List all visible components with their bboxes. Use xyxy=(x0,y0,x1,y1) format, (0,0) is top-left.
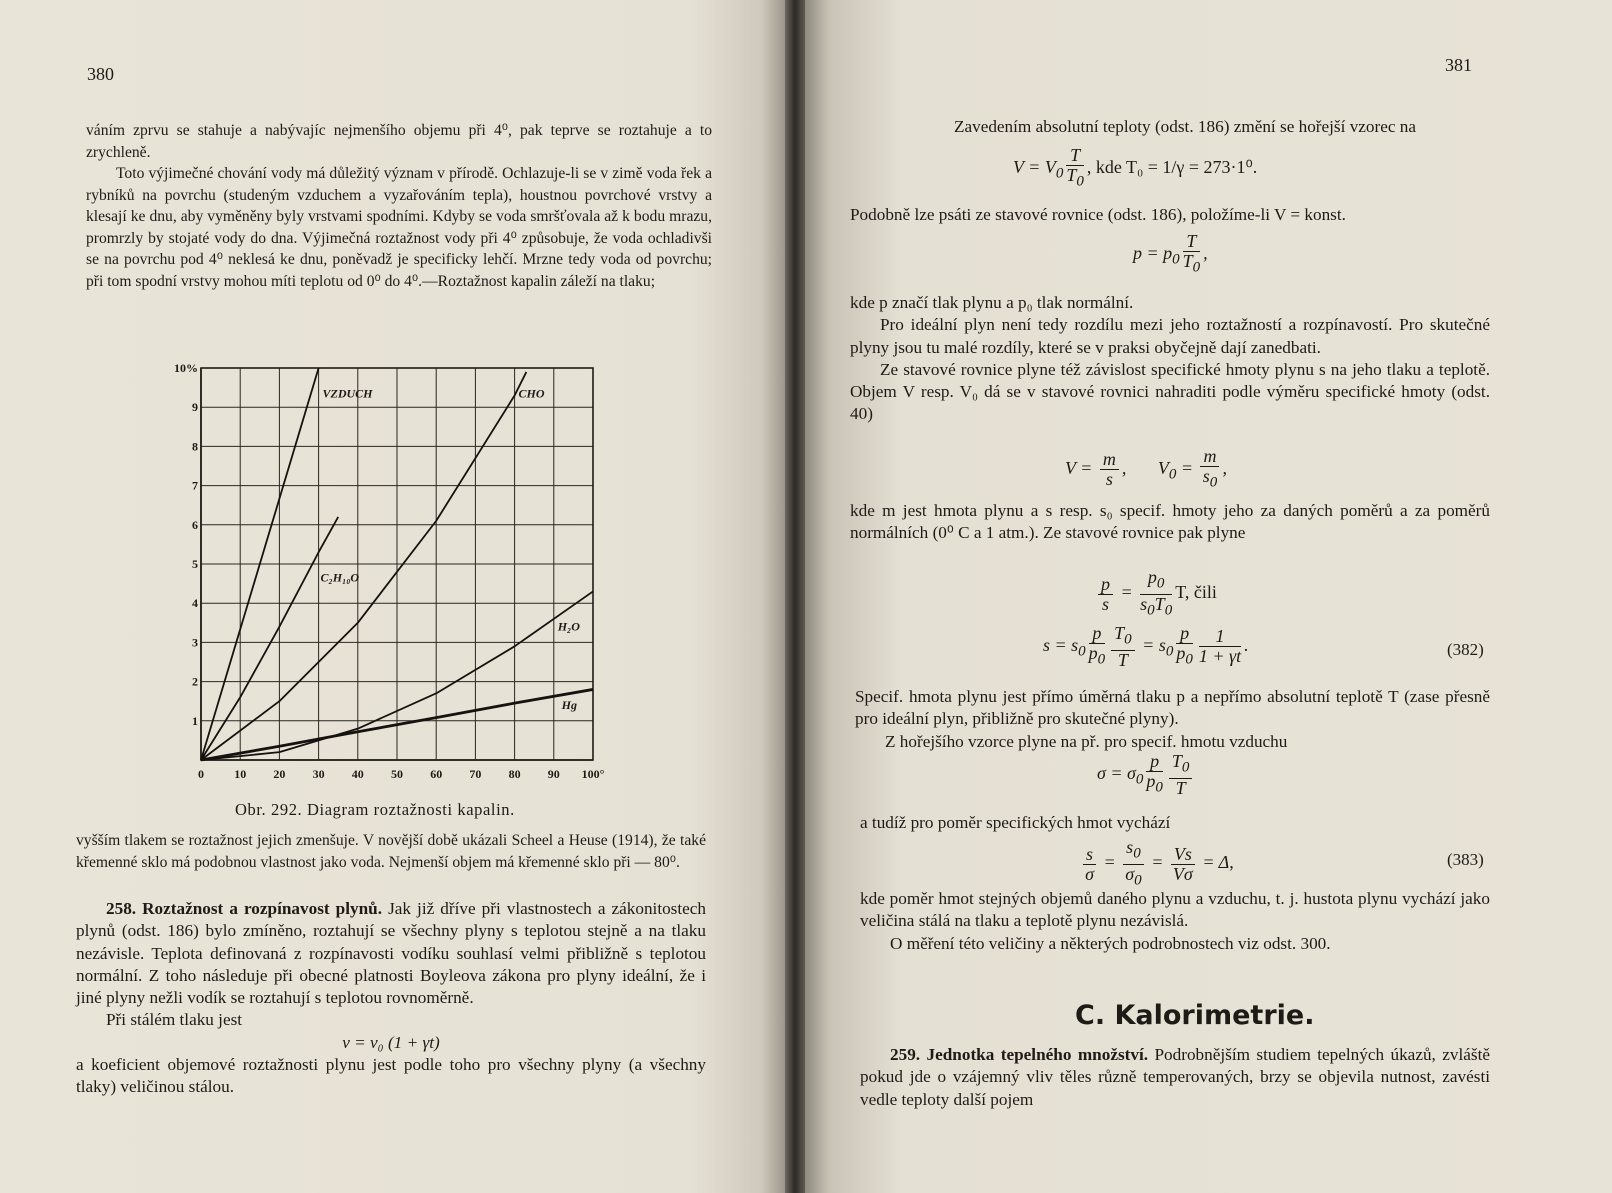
r-text-block-1 xyxy=(850,292,1490,426)
x-tick-label: 70 xyxy=(469,767,482,781)
r-para6: kde m jest hmota plynu a s resp. s₀ specif. hmoty jeho za daných poměrů a za poměrů normálních (0⁰ C a 1 atm.). Ze stavové rovnice pak plyne xyxy=(850,501,1490,543)
const-pressure-line: Při stálém tlaku jest xyxy=(106,1010,243,1030)
left-page xyxy=(0,0,785,1193)
x-tick-label: 60 xyxy=(430,767,443,781)
y-tick-label: 8 xyxy=(192,439,198,454)
sec259-title: 259. Jednotka tepelného množství. xyxy=(890,1045,1149,1064)
sec258-text: Jak již dříve při vlastnostech a zákonitostech plynů (odst. 186) bylo zmíněno, roztahují se všechny plyny s teplotou stejně a na tlaku nezávisle. Teplota definovaná z rozpínavosti vodíku souhlasí velmi přibližně s teplotou normální. Z toho následuje při obecné platnosti Boyleova zákona pro plyny ideální, že i jiné plyny nežli vodík se roztahují s teplotou rovnoměrně. xyxy=(76,899,706,1008)
section-258 xyxy=(76,898,706,1099)
y-tick-label: 7 xyxy=(192,478,198,493)
y-tick-label: 4 xyxy=(192,596,198,611)
r-para9: a tudíž pro poměr specifických hmot vychází xyxy=(860,813,1171,832)
x-tick-label: 40 xyxy=(351,767,364,781)
r-para8: Z hořejšího vzorce plyne na př. pro specif. hmotu vzduchu xyxy=(885,731,1288,751)
x-tick-label: 30 xyxy=(312,767,325,781)
r-para4: Pro ideální plyn není tedy rozdílu mezi jeho roztažností a rozpínavostí. Pro skutečné plyny jsou tu malé rozdíly, které se v praksi obyčejně dají zanedbati. xyxy=(850,315,1490,357)
series-line-C₂H₁₀O xyxy=(201,517,338,760)
equation-number-382: (382) xyxy=(1447,640,1484,659)
r-para7: Specif. hmota plynu jest přímo úměrná tlaku p a nepřímo absolutní teplotě T (zase přesně pro ideální plyn, přibližně pro skutečné plyny). xyxy=(855,687,1490,729)
r-para3: kde p značí tlak plynu a p₀ tlak normální. xyxy=(850,293,1134,312)
series-label: VZDUCH xyxy=(322,386,373,401)
equation-v: v = v₀ (1 + γt) xyxy=(342,1032,440,1052)
chart-y-ticks xyxy=(174,361,198,728)
expansion-chart xyxy=(174,358,625,798)
figure-caption: Obr. 292. Diagram roztažnosti kapalin. xyxy=(235,800,515,819)
series-label: CHO xyxy=(518,386,545,401)
y-tick-label: 10% xyxy=(174,361,198,375)
x-tick-label: 90 xyxy=(547,767,560,781)
x-tick-label: 80 xyxy=(508,767,521,781)
equation-1: $V = V_0$ $\frac{T}{T_0}$ , kde T₀ = 1/γ = 273·1⁰. xyxy=(1013,145,1258,190)
y-tick-label: 9 xyxy=(192,400,198,415)
section-heading-kalorimetrie: C. Kalorimetrie. xyxy=(1075,1000,1315,1031)
x-tick-label: 50 xyxy=(391,767,403,781)
para2: Toto výjimečné chování vody má důležitý význam v přírodě. Ochlazuje-li se v zimě voda řek a rybníků na povrchu (studeným vzduchem a vyzařováním tepla), houstnou povrchové vrstvy a klesají ke dnu, aby vyměněny byly vrstvami spodními. Kdyby se voda smršťovala až k bodu mrazu, promrzly by stojaté vody do dna. Výjimečná roztažnost vody při 4⁰ způsobuje, že voda ochladivši se na povrchu pod 4⁰ neklesá ke dnu, poněvadž je specificky lehčí. Mrzne tedy voda od povrchu; při tom spodní vrstvy mohou míti teplotu od 0⁰ do 4⁰.—Roztažnost kapalin záleží na tlaku; xyxy=(86,165,712,290)
para4: a koeficient objemové roztažnosti plynu jest podle toho pro všechny plyny (a všechny tlaky) veličinou stálou. xyxy=(76,1055,706,1097)
equation-2: $p = p_0$ $\frac{T}{T_0}$ , xyxy=(1133,231,1208,276)
series-label: H₂O xyxy=(557,619,580,634)
y-tick-label: 6 xyxy=(192,517,198,532)
paragraph-1 xyxy=(86,120,712,292)
equation-number-383: (383) xyxy=(1447,850,1484,869)
series-label: Hg xyxy=(561,698,577,713)
r-text-block-3 xyxy=(860,888,1490,955)
para1: váním zprvu se stahuje a nabývajíc nejmenšího objemu při 4⁰, pak teprve se roztahuje a to zrychleně. xyxy=(86,122,712,161)
sec259-text: Podrobnějším studiem tepelných úkazů, zvláště pokud jde o vzájemný vliv těles různě temperovaných, brzy se objevila nutnost, zavésti vedle teploty další pojem xyxy=(860,1045,1490,1109)
book-gutter xyxy=(785,0,805,1193)
r-para1: Zavedením absolutní teploty (odst. 186) změní se hořejší vzorec na xyxy=(953,117,1417,136)
r-text-block-2 xyxy=(855,686,1490,753)
r-para10: kde poměr hmot stejných objemů daného plynu a vzduchu, t. j. hustota plynu vychází jako veličina stálá na tlaku a teplotě plynu nezávislá. xyxy=(860,889,1490,931)
x-tick-label: 10 xyxy=(234,767,247,781)
right-page xyxy=(805,0,1612,1193)
x-tick-label: 0 xyxy=(198,767,204,781)
r-para5: Ze stavové rovnice plyne též závislost specifické hmoty plynu s na jeho tlaku a teplotě. Objem V resp. V₀ dá se v stavové rovnici nahraditi podle výměru specifické hmoty (odst. 40) xyxy=(850,359,1490,424)
series-line-CHO xyxy=(201,372,526,760)
sec258-title: 258. Roztažnost a rozpínavost plynů. xyxy=(106,899,383,918)
paragraph-3 xyxy=(76,830,706,873)
y-tick-label: 1 xyxy=(192,713,198,728)
page-number-left: 380 xyxy=(87,64,114,84)
chart-x-ticks xyxy=(198,767,605,781)
y-tick-label: 5 xyxy=(192,557,198,571)
series-label: C₂H₁₀O xyxy=(320,570,360,585)
equation-382: $s = s_0$ $\frac{p}{p_0}$ $\frac{T_0}{T}$ = $s_0$ $\frac{p}{p_0}$ $\frac{1}{1 + \gamma t}$ . xyxy=(1043,623,1249,670)
x-tick-label: 20 xyxy=(273,767,286,781)
r-para11: O měření této veličiny a některých podrobnostech viz odst. 300. xyxy=(890,933,1331,953)
page-number-right: 381 xyxy=(1445,55,1472,75)
y-tick-label: 3 xyxy=(192,635,198,650)
equation-4: $\frac{p}{s}$ = $\frac{p_0}{s_0T_0}$ T, čili xyxy=(1095,568,1217,620)
equation-3: V = $\frac{m}{s}$ , $V_0$ = $\frac{m}{s_0}$ , xyxy=(1065,446,1227,491)
para3: vyšším tlakem se roztažnost jejich zmenšuje. V novější době ukázali Scheel a Heuse (1914), že také křemenné sklo má podobnou vlastnost jako voda. Nejmenší objem má křemenné sklo při — 80⁰. xyxy=(76,832,706,871)
equation-383: $\frac{s}{\sigma}$ = $\frac{s_0}{\sigma_0}$ = $\frac{Vs}{V\sigma}$ = Δ, xyxy=(1080,838,1234,890)
r-para2: Podobně lze psáti ze stavové rovnice (odst. 186), položíme-li V = konst. xyxy=(850,205,1346,224)
x-tick-label: 100° xyxy=(581,767,605,781)
chart-series-labels xyxy=(321,386,581,712)
y-tick-label: 2 xyxy=(192,674,198,689)
equation-sigma: $\sigma = \sigma_0$ $\frac{p}{p_0}$ $\frac{T_0}{T}$ xyxy=(1097,752,1195,798)
section-259 xyxy=(860,1044,1490,1111)
